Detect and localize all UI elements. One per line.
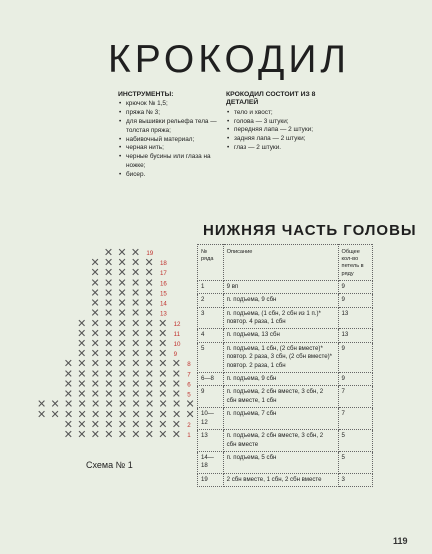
row-description: п. подъема, 9 сбн <box>223 294 338 307</box>
crochet-scheme-diagram <box>0 0 200 460</box>
stitch-mark: ✕ <box>172 397 182 411</box>
stitch-mark: ✕ <box>144 276 154 290</box>
stitch-mark: ✕ <box>117 246 127 259</box>
stitch-mark: ✕ <box>158 357 168 371</box>
stitch-mark: ✕ <box>158 417 168 431</box>
stitch-mark: ✕ <box>90 306 100 320</box>
stitch-mark: ✕ <box>131 428 141 441</box>
stitch-mark: ✕ <box>131 337 141 350</box>
stitch-mark: ✕ <box>64 397 74 411</box>
section-title: НИЖНЯЯ ЧАСТЬ ГОЛОВЫ <box>203 222 417 239</box>
stitch-mark: ✕ <box>117 286 127 300</box>
stitch-mark: ✕ <box>91 397 101 411</box>
stitch-mark: ✕ <box>103 276 114 290</box>
row-description: п. подъема, 13 сбн <box>223 329 338 342</box>
row-number: 4 <box>198 329 224 342</box>
stitch-mark: ✕ <box>130 286 141 300</box>
table-header-row <box>198 245 373 281</box>
page-number: 119 <box>393 536 408 546</box>
stitch-mark: ✕ <box>117 357 127 371</box>
stitch-mark: ✕ <box>104 357 114 371</box>
parts-item: • тело и хвост; <box>226 109 336 118</box>
stitch-mark: ✕ <box>131 326 141 340</box>
stitch-mark: ✕ <box>117 367 127 381</box>
stitch-mark: ✕ <box>158 397 168 411</box>
stitch-mark: ✕ <box>90 316 100 330</box>
stitch-mark: ✕ <box>90 387 100 401</box>
stitch-mark: ✕ <box>104 377 114 391</box>
stitch-mark: ✕ <box>118 407 128 421</box>
parts-item: • передняя лапа — 2 штуки; <box>226 126 336 135</box>
row-stitch-count: 13 <box>338 307 372 329</box>
stitch-mark: ✕ <box>144 347 154 361</box>
table-row <box>198 307 373 329</box>
scheme-row-number: 19 <box>146 250 154 257</box>
stitch-mark: ✕ <box>63 367 73 381</box>
tools-item: • пряжа № 3; <box>118 109 226 118</box>
stitch-mark: ✕ <box>90 428 100 441</box>
tools-item: • крючок № 1,5; <box>118 100 226 109</box>
stitch-mark: ✕ <box>158 316 168 330</box>
stitch-mark: ✕ <box>37 407 47 421</box>
stitch-mark: ✕ <box>131 407 141 421</box>
scheme-row-number: 2 <box>187 421 191 429</box>
stitch-mark: ✕ <box>77 387 87 401</box>
row-stitch-count: 9 <box>338 342 372 372</box>
stitch-mark: ✕ <box>130 256 141 270</box>
parts-item: • задняя лапа — 2 штуки; <box>226 135 336 144</box>
row-stitch-count: 13 <box>338 329 372 342</box>
stitch-mark: ✕ <box>63 387 73 401</box>
row-stitch-count: 9 <box>338 294 372 307</box>
stitch-mark: ✕ <box>90 256 100 270</box>
tools-item: • черные бусины или глаза на ножке; <box>118 153 226 171</box>
stitch-mark: ✕ <box>77 407 87 421</box>
scheme-row-number: 9 <box>173 351 178 359</box>
stitch-mark: ✕ <box>63 377 73 391</box>
tools-item: • черная нить; <box>118 144 226 153</box>
stitch-mark: ✕ <box>90 367 100 381</box>
stitch-mark: ✕ <box>118 397 128 411</box>
stitch-mark: ✕ <box>117 276 127 290</box>
row-description: п. подъема, 1 сбн, (2 сбн вместе)* повтор. 2 раза, 3 сбн, (2 сбн вместе)* повтор. 2 раза, 1 сбн <box>223 342 338 372</box>
stitch-mark: ✕ <box>131 387 141 401</box>
row-number: 6—8 <box>198 373 224 386</box>
stitch-mark: ✕ <box>117 266 127 280</box>
stitch-mark: ✕ <box>77 347 87 361</box>
stitch-mark: ✕ <box>103 256 114 270</box>
stitch-mark: ✕ <box>50 407 60 421</box>
table-row <box>198 280 373 293</box>
stitch-mark: ✕ <box>117 316 127 330</box>
stitch-mark: ✕ <box>171 357 181 371</box>
stitch-mark: ✕ <box>90 326 100 340</box>
stitch-mark: ✕ <box>144 286 154 300</box>
row-number: 5 <box>198 342 224 372</box>
parts-heading: КРОКОДИЛ СОСТОИТ ИЗ 8 ДЕТАЛЕЙ <box>226 91 316 107</box>
stitch-mark: ✕ <box>103 296 114 310</box>
stitch-mark: ✕ <box>117 337 127 350</box>
stitch-mark: ✕ <box>144 296 154 310</box>
stitch-mark: ✕ <box>171 417 181 431</box>
stitch-mark: ✕ <box>130 306 141 320</box>
row-number: 10—12 <box>198 408 224 430</box>
parts-item: • голова — 3 штуки; <box>226 118 336 127</box>
page-title: КРОКОДИЛ <box>108 38 351 81</box>
scheme-caption: Схема № 1 <box>86 460 133 470</box>
row-number: 13 <box>198 430 224 452</box>
table-row <box>198 386 373 408</box>
table-header-cell: Общее кол-во петель в ряду <box>338 245 372 281</box>
scheme-row-number: 14 <box>159 300 167 308</box>
row-description: п. подъема, 5 сбн <box>223 451 338 473</box>
stitch-mark: ✕ <box>185 397 195 411</box>
stitch-mark: ✕ <box>103 246 114 259</box>
stitch-mark: ✕ <box>171 428 181 441</box>
stitch-mark: ✕ <box>145 407 155 421</box>
stitch-mark: ✕ <box>144 326 154 340</box>
stitch-mark: ✕ <box>90 337 100 350</box>
stitch-mark: ✕ <box>171 367 181 381</box>
stitch-mark: ✕ <box>103 306 114 320</box>
stitch-mark: ✕ <box>158 326 168 340</box>
stitch-mark: ✕ <box>117 296 127 310</box>
scheme-row-number: 18 <box>159 260 167 268</box>
stitch-mark <box>199 408 200 421</box>
stitch-mark: ✕ <box>131 417 141 431</box>
stitch-mark: ✕ <box>144 256 154 270</box>
scheme-row-number: 16 <box>159 280 167 288</box>
stitch-mark: ✕ <box>77 397 87 411</box>
stitch-mark: ✕ <box>77 357 87 371</box>
scheme-row-number: 6 <box>187 381 191 389</box>
stitch-mark: ✕ <box>130 246 141 259</box>
stitch-mark: ✕ <box>104 326 114 340</box>
parts-list <box>226 109 336 153</box>
tools-heading: ИНСТРУМЕНТЫ: <box>118 91 174 98</box>
row-description: п. подъема, 2 сбн вместе, 3 сбн, 2 сбн вместе <box>223 430 338 452</box>
row-description: п. подъема, 2 сбн вместе, 3 сбн, 2 сбн вместе, 1 сбн <box>223 386 338 408</box>
stitch-mark: ✕ <box>104 417 114 431</box>
row-stitch-count: 3 <box>338 473 372 486</box>
stitch-mark: ✕ <box>185 407 195 421</box>
stitch-mark: ✕ <box>171 377 181 391</box>
stitch-mark: ✕ <box>158 428 168 441</box>
table-row <box>198 408 373 430</box>
row-number: 2 <box>198 294 224 307</box>
stitch-mark: ✕ <box>117 377 127 391</box>
row-stitch-count: 7 <box>338 386 372 408</box>
stitch-mark: ✕ <box>104 397 114 411</box>
tools-item: • набивочный материал; <box>118 136 226 145</box>
table-header-cell: № ряда <box>198 245 224 281</box>
stitch-mark: ✕ <box>158 407 168 421</box>
row-description: п. подъема, (1 сбн, 2 сбн из 1 п.)* повтор. 4 раза, 1 сбн <box>223 307 338 329</box>
stitch-mark: ✕ <box>90 296 100 310</box>
row-description: 2 сбн вместе, 1 сбн, 2 сбн вместе <box>223 473 338 486</box>
stitch-mark: ✕ <box>77 377 87 391</box>
row-stitch-count: 5 <box>338 451 372 473</box>
stitch-mark: ✕ <box>77 337 87 350</box>
table-row <box>198 342 373 372</box>
stitch-mark: ✕ <box>104 367 114 381</box>
table-row <box>198 329 373 342</box>
stitch-mark: ✕ <box>63 428 73 441</box>
stitch-mark: ✕ <box>90 276 100 290</box>
stitch-mark: ✕ <box>90 266 100 280</box>
row-stitch-count: 5 <box>338 430 372 452</box>
stitch-mark: ✕ <box>144 337 154 350</box>
stitch-mark: ✕ <box>104 337 114 350</box>
stitch-mark: ✕ <box>144 387 154 401</box>
stitch-mark: ✕ <box>104 347 114 361</box>
stitch-mark: ✕ <box>90 377 100 391</box>
row-number: 9 <box>198 386 224 408</box>
stitch-mark: ✕ <box>103 266 114 280</box>
stitch-mark: ✕ <box>117 387 127 401</box>
stitch-mark: ✕ <box>63 357 73 371</box>
scheme-row-number: 11 <box>173 330 181 338</box>
stitch-mark: ✕ <box>104 407 114 421</box>
scheme-row-number: 1 <box>187 432 191 439</box>
stitch-mark: ✕ <box>90 347 100 361</box>
table-row <box>198 451 373 473</box>
table-header-cell: Описание <box>223 245 338 281</box>
scheme-row-number: 12 <box>173 320 181 328</box>
stitch-mark: ✕ <box>171 387 181 401</box>
stitch-mark: ✕ <box>64 407 74 421</box>
table-row <box>198 473 373 486</box>
stitch-mark: ✕ <box>117 417 127 431</box>
table-row <box>198 373 373 386</box>
stitch-mark: ✕ <box>172 407 182 421</box>
stitch-mark: ✕ <box>144 417 154 431</box>
stitch-mark: ✕ <box>130 276 141 290</box>
stitch-mark: ✕ <box>144 428 154 441</box>
stitch-mark: ✕ <box>144 306 154 320</box>
stitch-mark: ✕ <box>90 357 100 371</box>
stitch-mark: ✕ <box>130 296 141 310</box>
stitch-mark: ✕ <box>117 306 127 320</box>
stitch-mark: ✕ <box>117 326 127 340</box>
stitch-mark: ✕ <box>144 357 154 371</box>
stitch-mark: ✕ <box>50 397 60 411</box>
stitch-mark: ✕ <box>104 316 114 330</box>
stitch-mark: ✕ <box>158 387 168 401</box>
tools-item: • для вышивки рельефа тела — толстая пряжа; <box>118 118 226 136</box>
row-number: 3 <box>198 307 224 329</box>
stitch-mark: ✕ <box>158 347 168 361</box>
row-stitch-count: 7 <box>338 408 372 430</box>
parts-section <box>226 91 336 153</box>
stitch-mark: ✕ <box>131 316 141 330</box>
stitch-mark: ✕ <box>144 316 154 330</box>
stitch-mark: ✕ <box>131 357 141 371</box>
scheme-row-number: 15 <box>159 290 167 298</box>
row-description: п. подъема, 7 сбн <box>223 408 338 430</box>
stitch-mark: ✕ <box>104 428 114 441</box>
row-number: 14—18 <box>198 451 224 473</box>
scheme-row-number: 10 <box>173 341 181 348</box>
stitch-mark: ✕ <box>90 417 100 431</box>
stitch-mark: ✕ <box>131 397 141 411</box>
table-row <box>198 430 373 452</box>
scheme-row-number: 13 <box>159 310 167 318</box>
row-number: 1 <box>198 280 224 293</box>
row-description: 9 вп <box>223 280 338 293</box>
stitch-mark: ✕ <box>103 286 114 300</box>
stitch-mark: ✕ <box>158 337 168 350</box>
stitch-mark: ✕ <box>117 256 127 270</box>
stitch-mark: ✕ <box>77 417 87 431</box>
stitch-mark: ✕ <box>144 367 154 381</box>
stitch-mark: ✕ <box>131 367 141 381</box>
scheme-row-number: 5 <box>187 391 191 399</box>
scheme-row-number: 7 <box>187 371 191 379</box>
tools-item: • бисер. <box>118 171 226 180</box>
scheme-row-number: 17 <box>159 270 167 278</box>
table-row <box>198 294 373 307</box>
stitch-mark: ✕ <box>77 326 87 340</box>
scheme-row-number: 8 <box>187 361 191 369</box>
stitch-mark: ✕ <box>91 407 101 421</box>
row-stitch-count: 9 <box>338 373 372 386</box>
stitch-mark: ✕ <box>131 347 141 361</box>
stitch-mark: ✕ <box>158 377 168 391</box>
stitch-mark: ✕ <box>144 266 154 280</box>
stitch-mark: ✕ <box>158 367 168 381</box>
stitch-mark: ✕ <box>117 428 127 441</box>
stitch-mark: ✕ <box>144 377 154 391</box>
rows-table <box>197 244 373 487</box>
parts-item: • глаз — 2 штуки. <box>226 144 336 153</box>
stitch-mark: ✕ <box>130 266 141 280</box>
stitch-mark: ✕ <box>77 428 87 441</box>
stitch-mark: ✕ <box>131 377 141 391</box>
stitch-mark: ✕ <box>77 316 87 330</box>
stitch-mark: ✕ <box>145 397 155 411</box>
row-stitch-count: 9 <box>338 280 372 293</box>
stitch-mark: ✕ <box>117 347 127 361</box>
stitch-mark: ✕ <box>37 397 47 411</box>
stitch-mark: ✕ <box>77 367 87 381</box>
row-description: п. подъема, 9 сбн <box>223 373 338 386</box>
stitch-mark: ✕ <box>104 387 114 401</box>
row-number: 19 <box>198 473 224 486</box>
stitch-mark: ✕ <box>90 286 100 300</box>
stitch-mark: ✕ <box>63 417 73 431</box>
